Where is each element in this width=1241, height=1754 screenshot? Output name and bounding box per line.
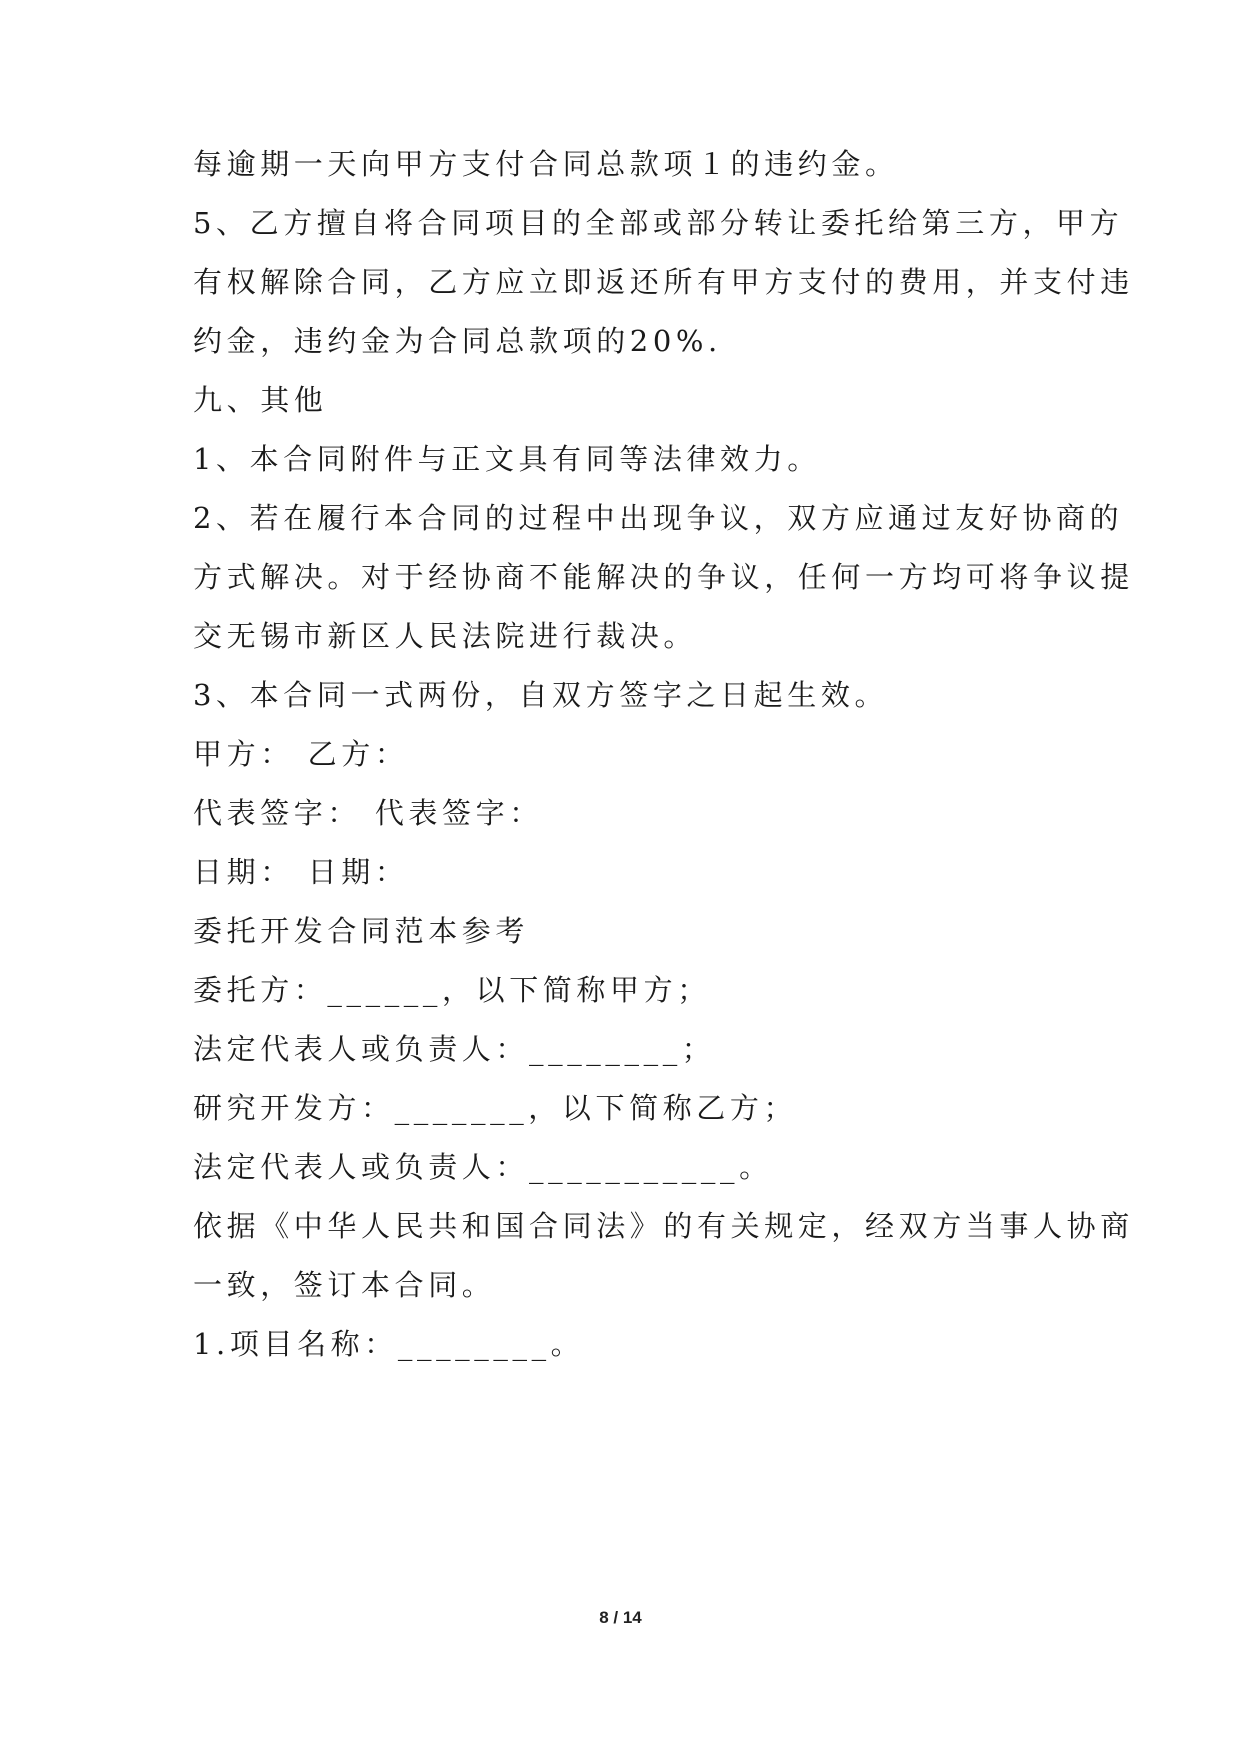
- text-line: 每逾期一天向甲方支付合同总款项１的违约金。: [193, 147, 899, 181]
- text-line: 1.项目名称：________。: [193, 1327, 585, 1361]
- text-line: 委托方：______，以下简称甲方；: [193, 973, 711, 1007]
- text-line: 一致，签订本合同。: [193, 1268, 496, 1302]
- section-heading: 九、其他: [193, 383, 328, 417]
- text-line: 方式解决。对于经协商不能解决的争议，任何一方均可将争议提: [193, 560, 1134, 594]
- signature-date-line: 日期： 日期：: [193, 855, 409, 889]
- text-line: 5、乙方擅自将合同项目的全部或部分转让委托给第三方，甲方: [193, 206, 1124, 240]
- contract-title: 委托开发合同范本参考: [193, 914, 530, 948]
- text-line: 依据《中华人民共和国合同法》的有关规定，经双方当事人协商: [193, 1209, 1134, 1243]
- text-line: 法定代表人或负责人：___________。: [193, 1150, 773, 1184]
- text-line: 3、本合同一式两份，自双方签字之日起生效。: [193, 678, 889, 712]
- text-line: 法定代表人或负责人：________；: [193, 1032, 716, 1066]
- signature-party-line: 甲方： 乙方：: [193, 737, 409, 771]
- text-line: 约金，违约金为合同总款项的20%.: [193, 324, 722, 358]
- text-line: 交无锡市新区人民法院进行裁决。: [193, 619, 698, 653]
- page-number: 8 / 14: [599, 1608, 642, 1627]
- text-line: 2、若在履行本合同的过程中出现争议，双方应通过友好协商的: [193, 501, 1124, 535]
- text-line: 1、本合同附件与正文具有同等法律效力。: [193, 442, 821, 476]
- text-line: 研究开发方：_______，以下简称乙方；: [193, 1091, 798, 1125]
- signature-representative-line: 代表签字： 代表签字：: [193, 796, 543, 830]
- text-line: 有权解除合同，乙方应立即返还所有甲方支付的费用，并支付违: [193, 265, 1134, 299]
